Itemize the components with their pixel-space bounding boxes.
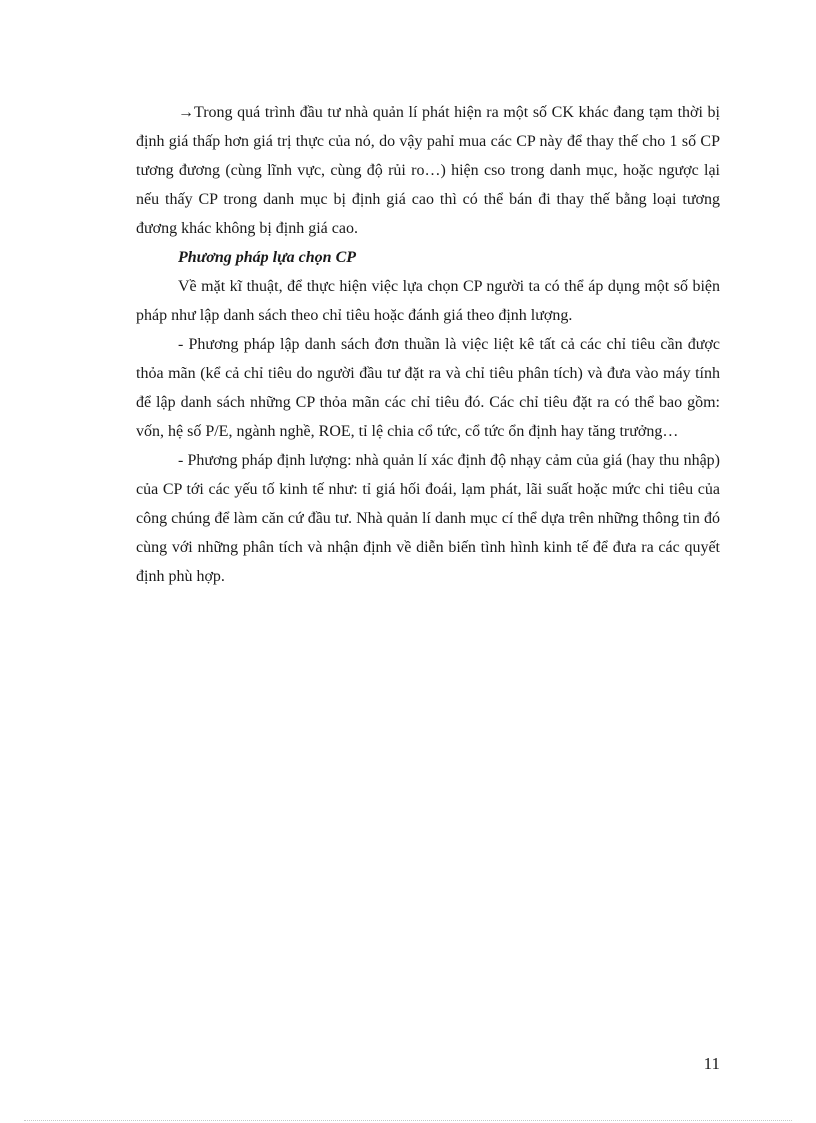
body-text [136, 98, 720, 591]
section-heading: Phương pháp lựa chọn CP [178, 249, 357, 266]
paragraph-list-method: - Phương pháp lập danh sách đơn thuần là việc liệt kê tất cả các chỉ tiêu cần được thỏa mãn (kể cả chỉ tiêu do người đầu tư đặt ra và chỉ tiêu phân tích) và đưa vào máy tính để lập danh sách những CP thỏa mãn các chỉ tiêu đó. Các chỉ tiêu đặt ra có thể bao gồm: vốn, hệ số P/E, ngành nghề, ROE, tỉ lệ chia cổ tức, cổ tức ổn định hay tăng trưởng… [136, 336, 720, 440]
paragraph-quantitative-method: - Phương pháp định lượng: nhà quản lí xác định độ nhạy cảm của giá (hay thu nhập) của CP tới các yếu tố kinh tế như: tỉ giá hối đoái, lạm phát, lãi suất hoặc mức chi tiêu của công chúng để làm căn cứ đầu tư. Nhà quản lí danh mục cí thể dựa trên những thông tin đó cùng với những phân tích và nhận định về diễn biến tình hình kinh tế để đưa ra các quyết định phù hợp. [136, 452, 720, 585]
paragraph-rebalancing: →Trong quá trình đầu tư nhà quản lí phát hiện ra một số CK khác đang tạm thời bị định giá thấp hơn giá trị thực của nó, do vậy pahỉ mua các CP này để thay thế cho 1 số CP tương đương (cùng lĩnh vực, cùng độ rủi ro…) hiện cso trong danh mục, hoặc ngược lại nếu thấy CP trong danh mục bị định giá cao thì có thể bán đi thay thế bằng loại tương đương khác không bị định giá cao. [136, 104, 720, 237]
page-number: 11 [703, 1054, 720, 1073]
page-bottom-divider [24, 1120, 792, 1121]
paragraph-technique: Về mặt kĩ thuật, để thực hiện việc lựa chọn CP người ta có thể áp dụng một số biện pháp như lập danh sách theo chỉ tiêu hoặc đánh giá theo định lượng. [136, 278, 720, 324]
